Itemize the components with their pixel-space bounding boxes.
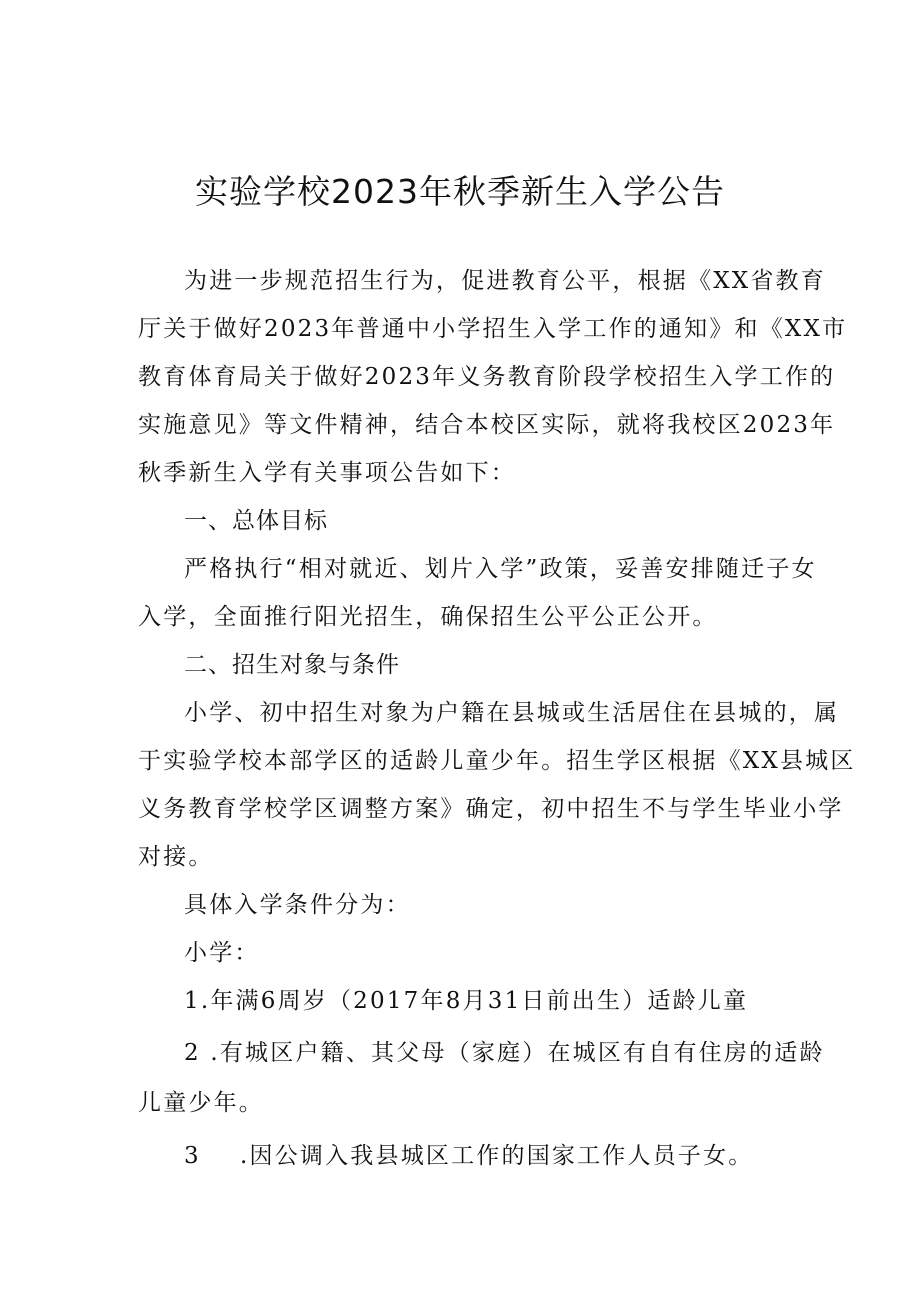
condition-item-2-cont: 儿童少年。 bbox=[138, 1090, 264, 1116]
condition-item-1: 1.年满6周岁（2017年8月31日前出生）适龄儿童 bbox=[184, 988, 749, 1014]
intro-line: 厅关于做好2023年普通中小学招生入学工作的通知》和《XX市 bbox=[138, 316, 848, 342]
section1-line: 入学，全面推行阳光招生，确保招生公平公正公开。 bbox=[138, 604, 718, 630]
section-heading-eligibility: 二、招生对象与条件 bbox=[184, 652, 400, 678]
condition-item-3: .因公调入我县城区工作的国家工作人员子女。 bbox=[240, 1143, 754, 1169]
condition-item-3-number: 3 bbox=[184, 1143, 201, 1169]
section2-line: 小学、初中招生对象为户籍在县城或生活居住在县城的，属 bbox=[184, 700, 840, 726]
section1-line: 严格执行“相对就近、划片入学”政策，妥善安排随迁子女 bbox=[184, 556, 817, 582]
intro-line: 秋季新生入学有关事项公告如下： bbox=[138, 460, 516, 486]
section2-line: 于实验学校本部学区的适龄儿童少年。招生学区根据《XX县城区 bbox=[138, 748, 856, 774]
intro-line: 实施意见》等文件精神，结合本校区实际，就将我校区2023年 bbox=[138, 412, 836, 438]
intro-line: 教育体育局关于做好2023年义务教育阶段学校招生入学工作的 bbox=[138, 364, 836, 390]
condition-item-2: 2 .有城区户籍、其父母（家庭）在城区有自有住房的适龄 bbox=[184, 1040, 825, 1066]
conditions-intro: 具体入学条件分为： bbox=[184, 892, 411, 918]
document-title: 实验学校2023年秋季新生入学公告 bbox=[195, 172, 725, 211]
section-heading-goals: 一、总体目标 bbox=[184, 508, 328, 534]
primary-school-label: 小学： bbox=[184, 940, 260, 966]
section2-line: 对接。 bbox=[138, 844, 214, 870]
section2-line: 义务教育学校学区调整方案》确定，初中招生不与学生毕业小学 bbox=[138, 796, 844, 822]
intro-line: 为进一步规范招生行为，促进教育公平，根据《XX省教育 bbox=[184, 268, 826, 294]
